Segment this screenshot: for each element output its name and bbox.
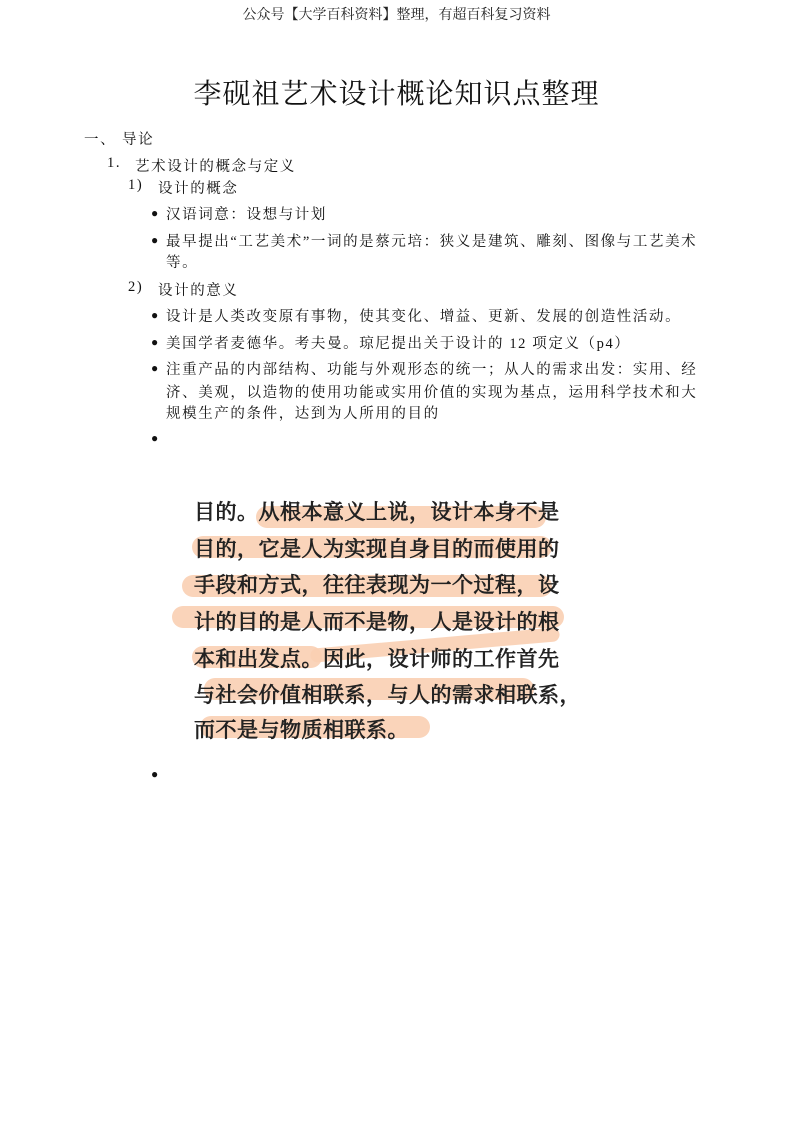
bullet-text: 美国学者麦德华。考夫曼。琼尼提出关于设计的 12 项定义（p4） bbox=[166, 336, 631, 352]
item-number: 2) bbox=[128, 279, 144, 295]
bullet-icon: ● bbox=[151, 361, 159, 375]
section-number: 一、 bbox=[84, 132, 117, 148]
image-text-line: 本和出发点。因此，设计师的工作首先 bbox=[194, 647, 560, 671]
bullet-icon: ● bbox=[151, 335, 159, 349]
item-number: 1) bbox=[128, 177, 144, 193]
bullet-icon: ● bbox=[151, 206, 159, 220]
page-title: 李砚祖艺术设计概论知识点整理 bbox=[193, 79, 600, 110]
bullet-icon: ● bbox=[151, 767, 159, 781]
item-heading: 设计的概念 bbox=[158, 181, 239, 197]
image-text-line: 而不是与物质相联系。 bbox=[194, 718, 409, 742]
image-text-line: 计的目的是人而不是物，人是设计的根 bbox=[194, 610, 560, 634]
page-header: 公众号【大学百科资料】整理，有超百科复习资料 bbox=[242, 8, 551, 23]
bullet-text: 汉语词意：设想与计划 bbox=[166, 207, 327, 223]
image-text-line: 目的。从根本意义上说，设计本身不是 bbox=[194, 500, 560, 524]
bullet-icon: ● bbox=[151, 233, 159, 247]
bullet-text: 济、美观，以造物的使用功能或实用价值的实现为基点，运用科学技术和大 bbox=[166, 385, 698, 401]
bullet-icon: ● bbox=[151, 308, 159, 322]
subsection-heading: 艺术设计的概念与定义 bbox=[135, 159, 296, 175]
image-text-line: 与社会价值相联系，与人的需求相联系， bbox=[194, 683, 581, 707]
bullet-text: 最早提出“工艺美术”一词的是蔡元培：狭义是建筑、雕刻、图像与工艺美术 bbox=[166, 234, 698, 250]
bullet-text: 规模生产的条件，达到为人所用的目的 bbox=[166, 406, 440, 422]
image-text-line: 手段和方式，往往表现为一个过程，设 bbox=[194, 573, 560, 597]
section-heading: 导论 bbox=[122, 132, 155, 148]
item-heading: 设计的意义 bbox=[158, 283, 239, 299]
bullet-icon: ● bbox=[151, 431, 159, 445]
bullet-text: 注重产品的内部结构、功能与外观形态的统一；从人的需求出发：实用、经 bbox=[166, 362, 698, 378]
bullet-text: 等。 bbox=[166, 255, 199, 271]
bullet-text: 设计是人类改变原有事物，使其变化、增益、更新、发展的创造性活动。 bbox=[166, 309, 682, 325]
image-text-line: 目的，它是人为实现自身目的而使用的 bbox=[194, 537, 560, 561]
highlighted-text-image bbox=[170, 488, 580, 750]
subsection-number: 1. bbox=[107, 155, 122, 171]
